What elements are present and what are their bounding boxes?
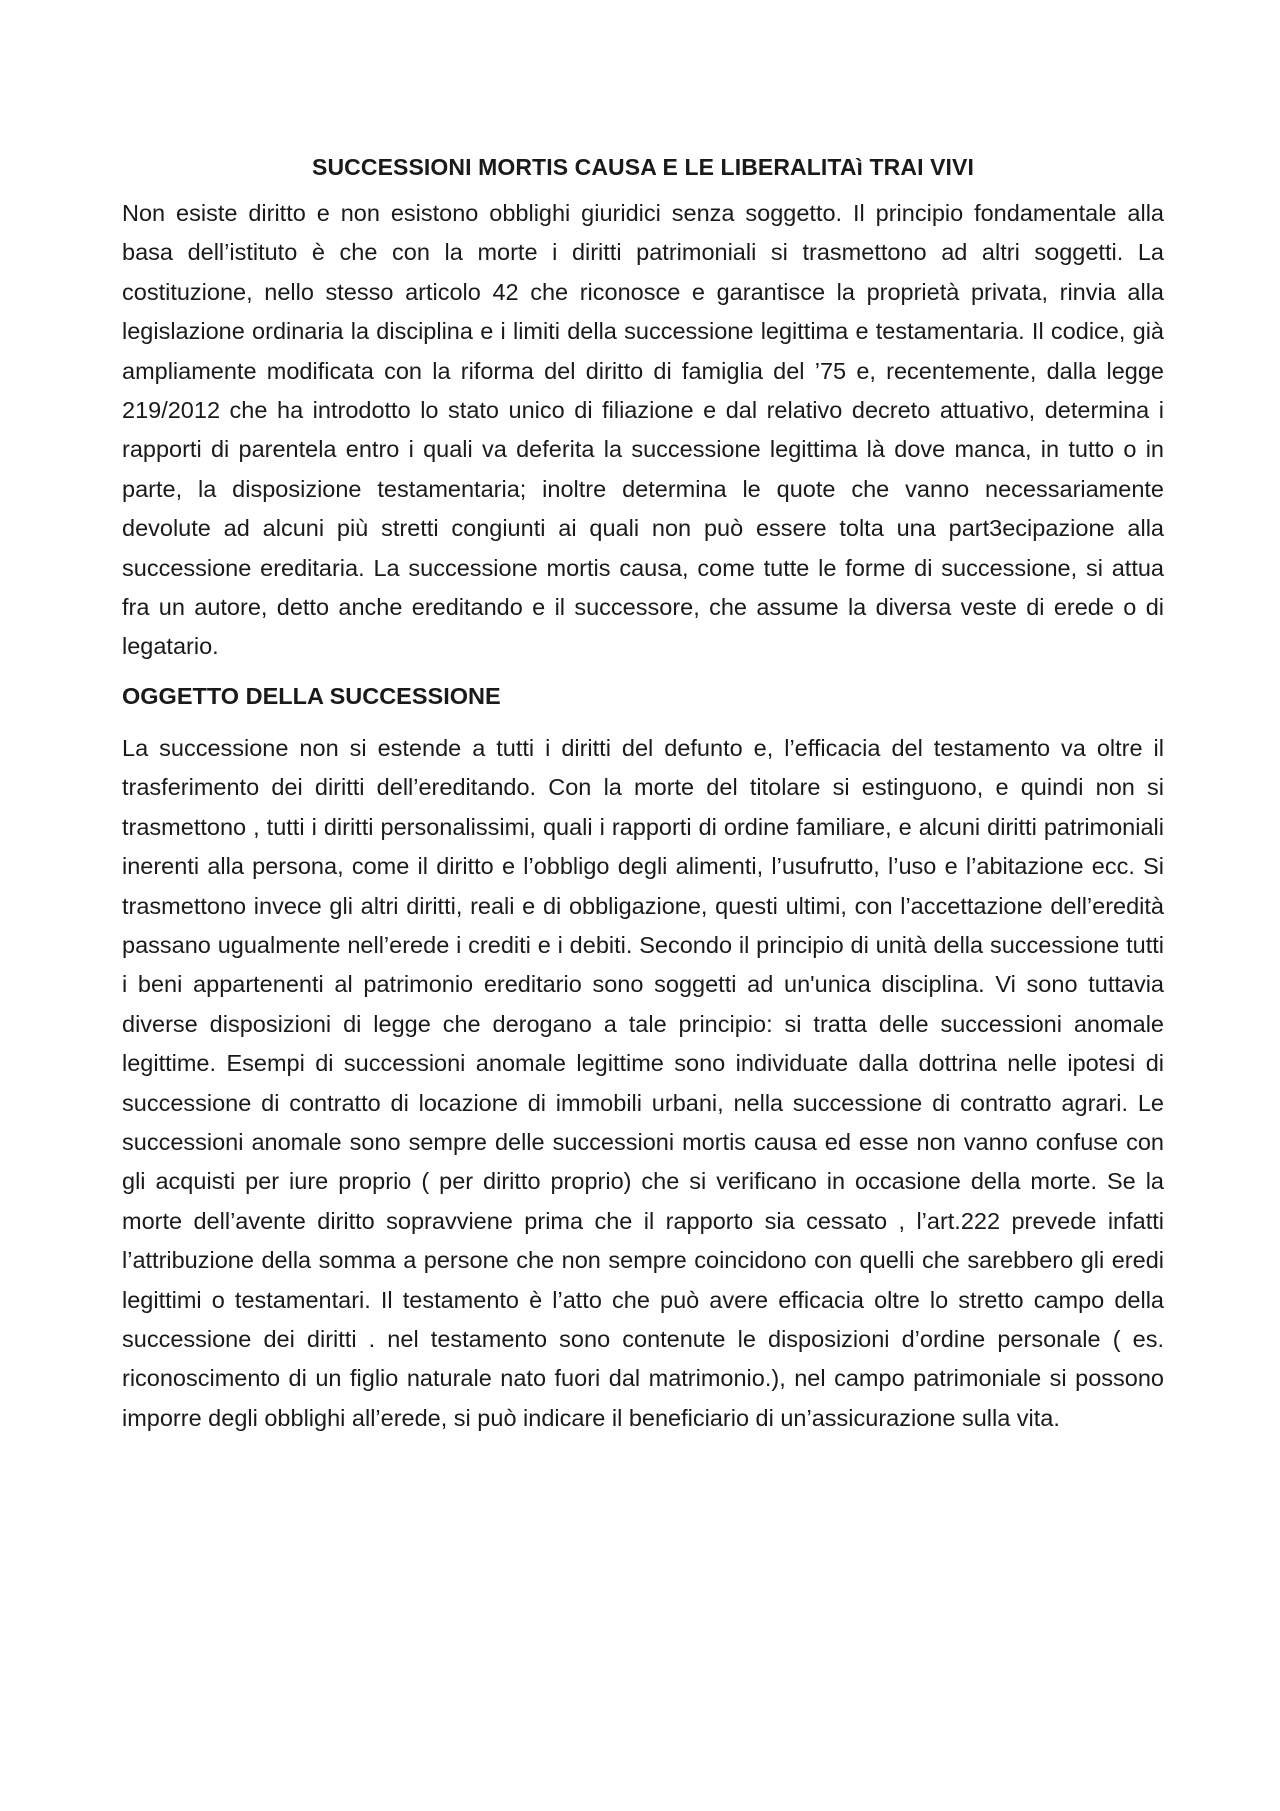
intro-paragraph: Non esiste diritto e non esistono obblighi giuridici senza soggetto. Il principio fondamentale alla basa dell’istituto è che con la morte i diritti patrimoniali si trasmettono ad altri soggetti. La costituzione, nello stesso articolo 42 che riconosce e garantisce la proprietà privata, rinvia alla legislazione ordinaria la disciplina e i limiti della successione legittima e testamentaria. Il codice, già ampliamente modificata con la riforma del diritto di famiglia del ’75 e, recentemente, dalla legge 219/2012 che ha introdotto lo stato unico di filiazione e dal relativo decreto attuativo, determina i rapporti di parentela entro i quali va deferita la successione legittima là dove manca, in tutto o in parte, la disposizione testamentaria; inoltre determina le quote che vanno necessariamente devolute ad alcuni più stretti congiunti ai quali non può essere tolta una part3ecipazione alla successione ereditaria. La successione mortis causa, come tutte le forme di successione, si attua fra un autore, detto anche ereditando e il successore, che assume la diversa veste di erede o di legatario. — [122, 200, 1164, 660]
document-title: SUCCESSIONI MORTIS CAUSA E LE LIBERALITAì TRAI VIVI — [312, 154, 974, 180]
section-heading: OGGETTO DELLA SUCCESSIONE — [122, 682, 501, 709]
section-paragraph: La successione non si estende a tutti i diritti del defunto e, l’efficacia del testamento va oltre il trasferimento dei diritti dell’ereditando. Con la morte del titolare si estinguono, e quindi non si trasmettono , tutti i diritti personalissimi, quali i rapporti di ordine familiare, e alcuni diritti patrimoniali inerenti alla persona, come il diritto e l’obbligo degli alimenti, l’usufrutto, l’uso e l’abitazione ecc. Si trasmettono invece gli altri diritti, reali e di obbligazione, questi ultimi, con l’accettazione dell’eredità passano ugualmente nell’erede i crediti e i debiti. Secondo il principio di unità della successione tutti i beni appartenenti al patrimonio ereditario sono soggetti ad un'unica disciplina. Vi sono tuttavia diverse disposizioni di legge che derogano a tale principio: si tratta delle successioni anomale legittime. Esempi di successioni anomale legittime sono individuate dalla dottrina nelle ipotesi di successione di contratto di locazione di immobili urbani, nella successione di contratto agrari. Le successioni anomale sono sempre delle successioni mortis causa ed esse non vanno confuse con gli acquisti per iure proprio ( per diritto proprio) che si verificano in occasione della morte. Se la morte dell’avente diritto sopravviene prima che il rapporto sia cessato , l’art.222 prevede infatti l’attribuzione della somma a persone che non sempre coincidono con quelli che sarebbero gli eredi legittimi o testamentari. Il testamento è l’atto che può avere efficacia oltre lo stretto campo della successione dei diritti . nel testamento sono contenute le disposizioni d’ordine personale ( es. riconoscimento di un figlio naturale nato fuori dal matrimonio.), nel campo patrimoniale si possono imporre degli obblighi all’erede, si può indicare il beneficiario di un’assicurazione sulla vita. — [122, 734, 1164, 1431]
